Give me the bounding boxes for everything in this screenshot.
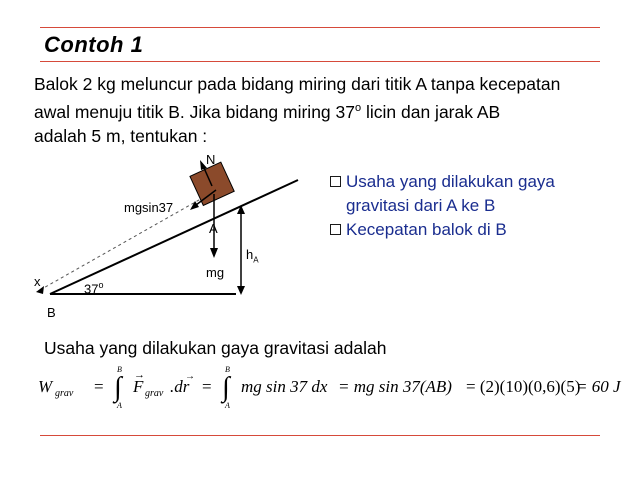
title-underline [40, 61, 600, 62]
task-1-line-1: Usaha yang dilakukan gaya [346, 172, 555, 191]
formula-lhs-sub: grav [55, 388, 74, 399]
formula-integrand: mg sin 37 dx [241, 377, 328, 396]
label-angle [84, 280, 103, 296]
top-rule [40, 27, 600, 28]
problem-line-2a: awal menuju titik B. Jika bidang miring 37 [34, 101, 355, 122]
label-angle-value: 37 [84, 281, 99, 297]
integral-2-lower: A [225, 401, 230, 410]
checkbox-bullet-icon [330, 176, 341, 187]
formula-dr-arrow: → [185, 371, 195, 382]
label-angle-degree: o [98, 280, 104, 290]
slide-title: Contoh 1 [44, 32, 144, 57]
formula-force-arrow: → [134, 369, 145, 381]
formula-step-4: = (2)(10)(0,6)(5) [466, 377, 581, 396]
integral-1: ∫ [114, 372, 122, 403]
formula-eq-1: = [94, 377, 104, 396]
bottom-rule [40, 435, 600, 436]
formula-dr: .dr [170, 377, 190, 396]
task-item-1 [328, 170, 628, 194]
label-h: h [246, 247, 254, 262]
formula-eq-2: = [202, 377, 212, 396]
dashed-path [40, 196, 206, 290]
integral-2: ∫ [222, 372, 230, 403]
formula-force: F [133, 377, 144, 396]
label-n: N [206, 152, 216, 167]
label-mg: mg [206, 265, 225, 280]
label-b: B [47, 305, 56, 320]
integral-1-lower: A [117, 401, 122, 410]
integral-1-upper: B [117, 365, 122, 374]
label-ha [246, 247, 259, 265]
formula-step-3: = mg sin 37(AB) [338, 377, 452, 396]
formula-result: = 60 J [576, 377, 621, 396]
problem-line-2b: licin dan jarak AB [361, 101, 501, 122]
block [190, 162, 234, 205]
integral-2-upper: B [225, 365, 230, 374]
incline-line [50, 180, 298, 297]
problem-statement [34, 72, 634, 148]
problem-line-1: Balok 2 kg meluncur pada bidang miring dari titik A tanpa kecepatan [34, 74, 561, 94]
checkbox-bullet-icon [330, 224, 341, 235]
work-formula [36, 360, 636, 410]
label-h-sub: A [253, 255, 259, 265]
task-2-line-1: Kecepatan balok di B [346, 220, 507, 239]
work-title: Usaha yang dilakukan gaya gravitasi adalah [44, 338, 387, 358]
label-mgsin37: mgsin37 [124, 200, 174, 215]
formula-force-sub: grav [145, 388, 164, 399]
degree-mark: o [355, 102, 362, 114]
task-1-line-2: gravitasi dari A ke B [346, 196, 496, 215]
label-x: x [34, 274, 41, 289]
task-list [328, 170, 628, 242]
task-item-2 [328, 218, 628, 242]
problem-line-3: adalah 5 m, tentukan : [34, 125, 208, 146]
formula-lhs: W [38, 377, 53, 396]
problem-line-2 [34, 96, 634, 124]
label-a: A [209, 221, 218, 236]
